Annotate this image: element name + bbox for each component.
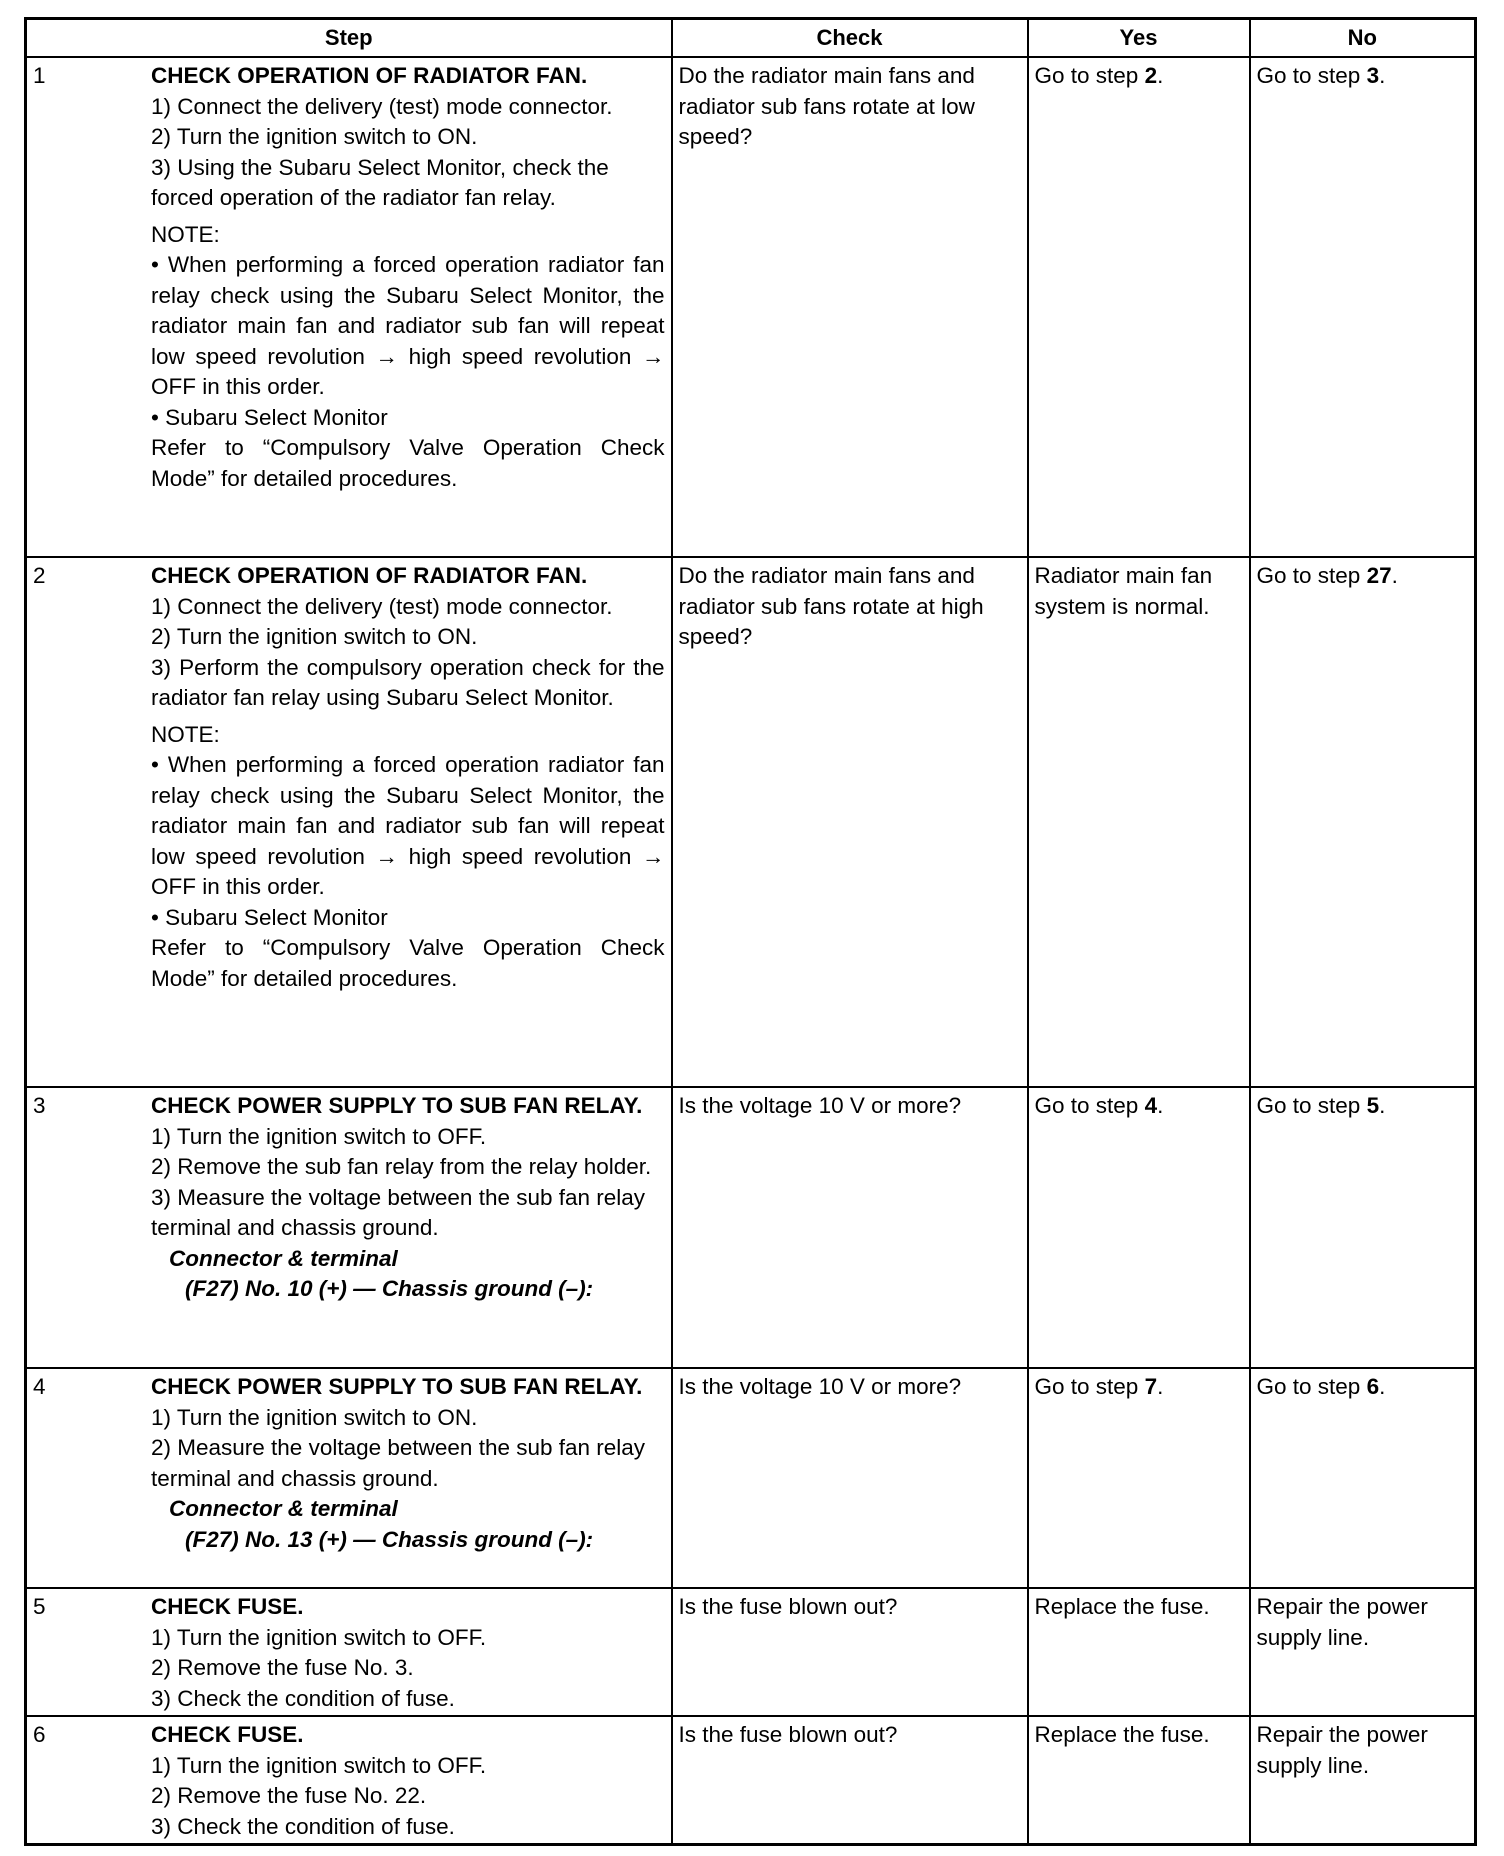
no-cell <box>1250 1087 1476 1368</box>
step-cell <box>26 1368 672 1588</box>
step-line: 2) Remove the sub fan relay from the relay holder. <box>151 1154 652 1179</box>
yes-cell <box>1028 1588 1250 1716</box>
no-suffix: . <box>1379 63 1386 88</box>
header-row <box>26 19 1476 58</box>
connector-label: Connector & terminal <box>169 1496 398 1521</box>
no-suffix: . <box>1379 1093 1386 1118</box>
note-line: Refer to “Compulsory Valve Operation Check Mode” for detailed procedures. <box>151 435 665 491</box>
step-number: 1 <box>33 63 46 88</box>
no-text: Repair the power supply line. <box>1256 1722 1428 1778</box>
no-cell <box>1250 1368 1476 1588</box>
step-number: 4 <box>33 1374 46 1399</box>
yes-suffix: . <box>1157 1093 1164 1118</box>
yes-suffix: . <box>1157 1374 1164 1399</box>
step-line: 3) Perform the compulsory operation check for the radiator fan relay using Subaru Select Monitor. <box>151 654 665 710</box>
step-number: 2 <box>33 563 46 588</box>
connector-label: Connector & terminal <box>169 1245 398 1271</box>
no-cell <box>1250 57 1476 557</box>
note-line: • Subaru Select Monitor <box>151 904 388 930</box>
yes-suffix: . <box>1157 63 1164 88</box>
header-step: Step <box>26 19 672 58</box>
table-row <box>26 1368 1476 1588</box>
yes-cell <box>1028 57 1250 557</box>
table-row <box>26 57 1476 557</box>
step-line: 3) Measure the voltage between the sub fan relay terminal and chassis ground. <box>151 1184 646 1240</box>
step-line: 2) Remove the fuse No. 22. <box>151 1783 427 1808</box>
note-line: Refer to “Compulsory Valve Operation Check Mode” for detailed procedures. <box>151 935 665 991</box>
step-line: 2) Measure the voltage between the sub fan relay terminal and chassis ground. <box>151 1435 646 1491</box>
no-suffix: . <box>1379 1374 1386 1399</box>
no-cell <box>1250 1588 1476 1716</box>
yes-cell <box>1028 1368 1250 1588</box>
step-title: CHECK OPERATION OF RADIATOR FAN. <box>151 563 588 588</box>
step-line: 3) Using the Subaru Select Monitor, check the forced operation of the radiator fan relay. <box>151 154 609 210</box>
check-cell: Is the fuse blown out? <box>672 1588 1028 1716</box>
no-step-ref: 27 <box>1366 563 1392 588</box>
header-no: No <box>1250 19 1476 58</box>
no-suffix: . <box>1391 563 1398 588</box>
note-label: NOTE: <box>151 721 220 747</box>
yes-text: Replace the fuse. <box>1034 1594 1210 1619</box>
note-line: • When performing a forced operation radiator fan relay check using the Subaru Select Monitor, the radiator main fan and radiator sub fan will repeat low speed revolution → high speed revolution → OFF in this order. <box>151 252 665 399</box>
step-line: 1) Connect the delivery (test) mode connector. <box>151 93 613 119</box>
yes-cell <box>1028 1716 1250 1844</box>
connector-terminal: (F27) No. 13 (+) — Chassis ground (–): <box>185 1526 594 1552</box>
step-cell <box>26 57 672 557</box>
check-cell: Is the fuse blown out? <box>672 1716 1028 1844</box>
connector-terminal: (F27) No. 10 (+) — Chassis ground (–): <box>185 1276 594 1301</box>
step-line: 2) Remove the fuse No. 3. <box>151 1655 414 1680</box>
step-cell <box>26 557 672 1087</box>
check-cell: Is the voltage 10 V or more? <box>672 1087 1028 1368</box>
no-text: Go to step <box>1256 63 1367 88</box>
step-line: 3) Check the condition of fuse. <box>151 1813 455 1839</box>
step-line: 1) Turn the ignition switch to ON. <box>151 1404 478 1430</box>
no-step-ref: 5 <box>1366 1093 1380 1118</box>
no-step-ref: 6 <box>1366 1374 1380 1399</box>
yes-cell <box>1028 1087 1250 1368</box>
yes-step-ref: 2 <box>1144 63 1158 88</box>
table-row <box>26 1087 1476 1368</box>
no-cell <box>1250 557 1476 1087</box>
step-title: CHECK OPERATION OF RADIATOR FAN. <box>151 63 588 88</box>
step-line: 3) Check the condition of fuse. <box>151 1685 455 1711</box>
note-label: NOTE: <box>151 221 220 247</box>
yes-text: Replace the fuse. <box>1034 1722 1210 1747</box>
step-title: CHECK POWER SUPPLY TO SUB FAN RELAY. <box>151 1093 643 1118</box>
yes-step-ref: 4 <box>1144 1093 1158 1118</box>
step-title: CHECK FUSE. <box>151 1722 304 1747</box>
note-line: • When performing a forced operation radiator fan relay check using the Subaru Select Monitor, the radiator main fan and radiator sub fan will repeat low speed revolution → high speed revolution → OFF in this order. <box>151 752 665 899</box>
step-line: 2) Turn the ignition switch to ON. <box>151 124 478 149</box>
table-row <box>26 1588 1476 1716</box>
check-cell: Do the radiator main fans and radiator sub fans rotate at high speed? <box>672 557 1028 1087</box>
no-cell <box>1250 1716 1476 1844</box>
step-line: 1) Connect the delivery (test) mode connector. <box>151 593 613 619</box>
step-title: CHECK POWER SUPPLY TO SUB FAN RELAY. <box>151 1374 643 1399</box>
no-text: Repair the power supply line. <box>1256 1594 1428 1650</box>
step-cell <box>26 1716 672 1844</box>
yes-text: Go to step <box>1034 1093 1145 1118</box>
header-yes: Yes <box>1028 19 1250 58</box>
step-line: 1) Turn the ignition switch to OFF. <box>151 1624 487 1650</box>
table-row <box>26 557 1476 1087</box>
step-line: 1) Turn the ignition switch to OFF. <box>151 1123 487 1149</box>
yes-cell <box>1028 557 1250 1087</box>
step-number: 3 <box>33 1093 46 1118</box>
yes-text: Go to step <box>1034 63 1145 88</box>
step-line: 2) Turn the ignition switch to ON. <box>151 624 478 649</box>
no-text: Go to step <box>1256 563 1367 588</box>
step-number: 6 <box>33 1722 46 1747</box>
step-line: 1) Turn the ignition switch to OFF. <box>151 1752 487 1778</box>
no-step-ref: 3 <box>1366 63 1380 88</box>
header-check: Check <box>672 19 1028 58</box>
no-text: Go to step <box>1256 1374 1367 1399</box>
check-cell: Do the radiator main fans and radiator sub fans rotate at low speed? <box>672 57 1028 557</box>
diagnostic-table <box>24 17 1477 1846</box>
step-cell <box>26 1588 672 1716</box>
table-row <box>26 1716 1476 1844</box>
note-line: • Subaru Select Monitor <box>151 404 388 430</box>
yes-text: Go to step <box>1034 1374 1145 1399</box>
step-cell <box>26 1087 672 1368</box>
check-cell: Is the voltage 10 V or more? <box>672 1368 1028 1588</box>
step-title: CHECK FUSE. <box>151 1594 304 1619</box>
yes-text: Radiator main fan system is normal. <box>1034 563 1213 619</box>
yes-step-ref: 7 <box>1144 1374 1158 1399</box>
no-text: Go to step <box>1256 1093 1367 1118</box>
step-number: 5 <box>33 1594 46 1619</box>
